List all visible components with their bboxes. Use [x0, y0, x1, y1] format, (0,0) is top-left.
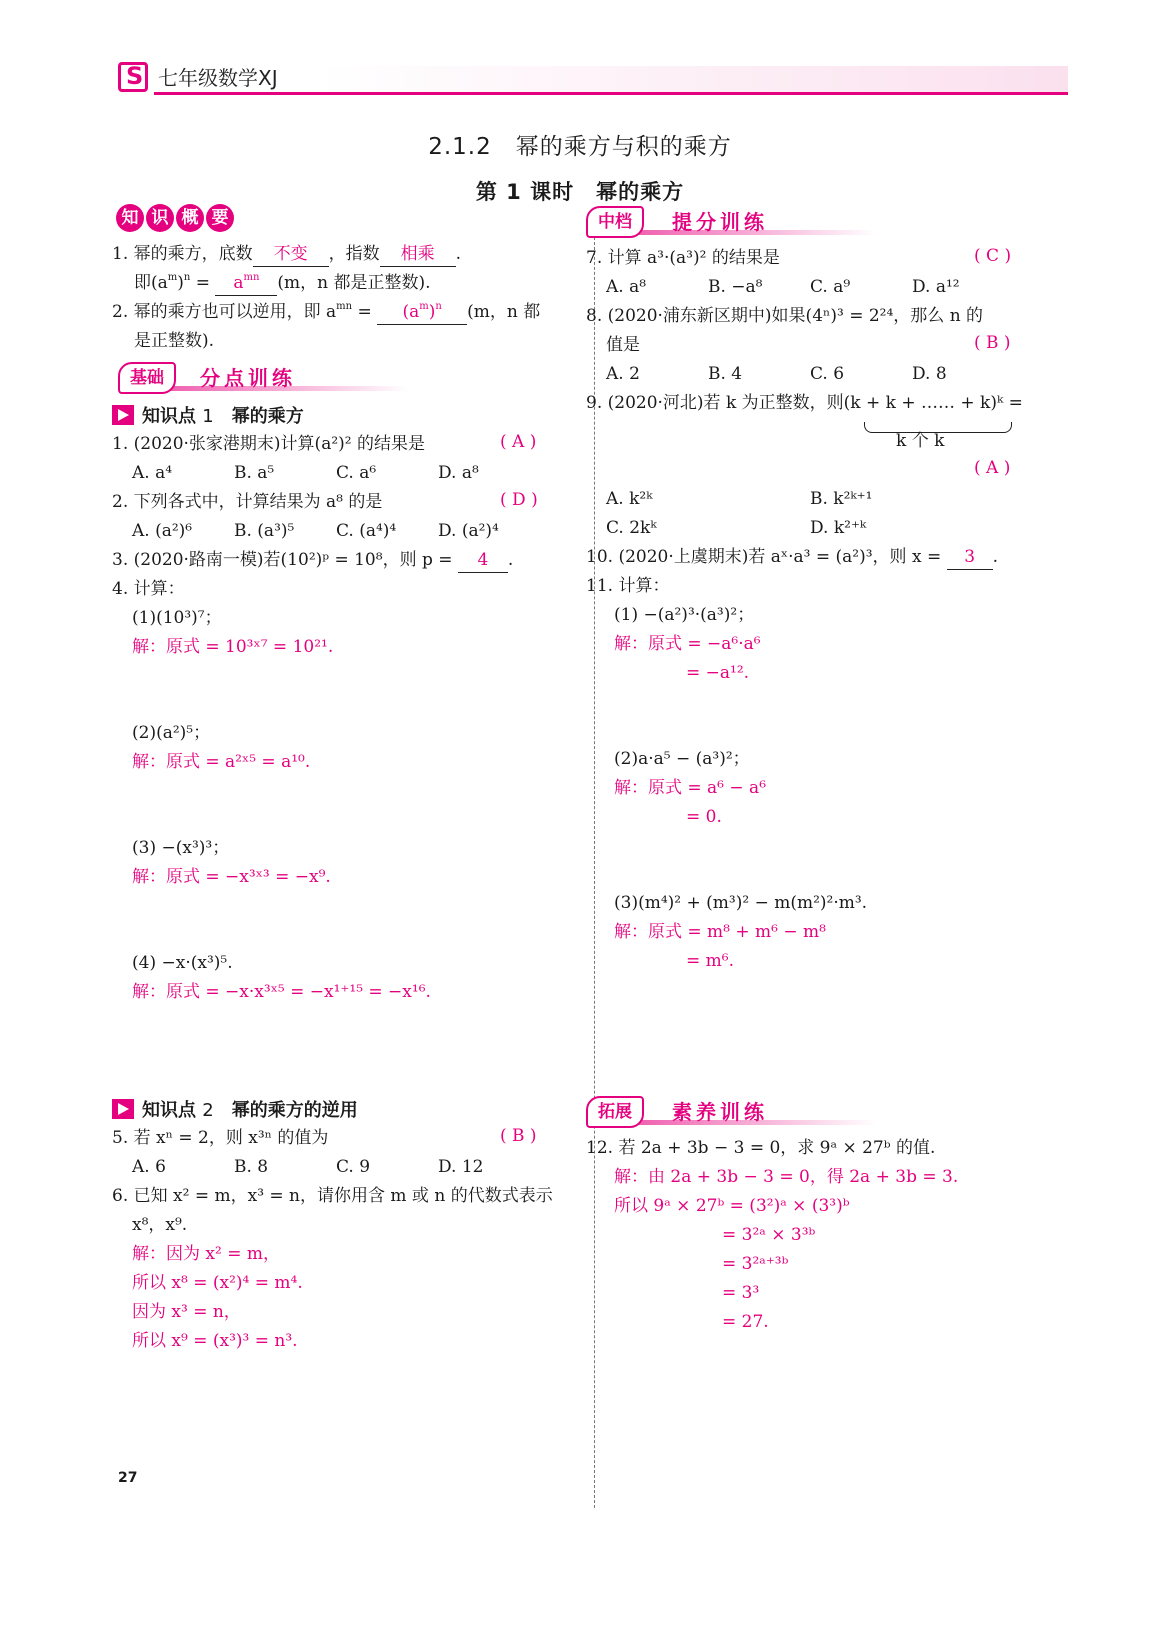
- option: D. 12: [438, 1157, 484, 1177]
- text: (m，n 都: [467, 302, 541, 322]
- solution: = 0.: [686, 807, 722, 827]
- knowledge-item-1: [112, 242, 461, 267]
- question-6: 6. 已知 x² = m，x³ = n，请你用含 m 或 n 的代数式表示: [112, 1186, 553, 1206]
- page-number: 27: [118, 1470, 138, 1486]
- text: ( D ): [500, 490, 538, 510]
- text: 知识点: [142, 406, 196, 427]
- solution: 解：原式 = −a⁶·a⁶: [614, 634, 761, 654]
- text: 1: [202, 406, 214, 427]
- knowledge-char: 概: [176, 204, 204, 232]
- option: D. (a²)⁴: [438, 521, 499, 541]
- text: =: [190, 273, 216, 293]
- option: B. a⁵: [234, 463, 275, 483]
- question-9: 9. (2020·河北)若 k 为正整数，则(k + k + …… + k)ᵏ =: [586, 393, 1023, 413]
- option: D. a⁸: [438, 463, 479, 483]
- text: ( B ): [974, 333, 1011, 353]
- option: D. a¹²: [912, 277, 960, 297]
- text: 10. (2020·上虞期末)若 aˣ·a³ = (a²)³，则 x =: [586, 547, 947, 567]
- option: D. k²⁺ᵏ: [810, 518, 867, 538]
- option: C. 6: [810, 364, 845, 384]
- question-4: 4. 计算：: [112, 579, 185, 599]
- knowledge-char: 识: [146, 204, 174, 232]
- question-2: 2. 下列各式中，计算结果为 a⁸ 的是: [112, 492, 383, 512]
- text: a: [233, 273, 244, 293]
- question-5: 5. 若 xⁿ = 2，则 x³ⁿ 的值为: [112, 1128, 329, 1148]
- knowledge-point-2: [112, 1096, 358, 1122]
- solution: = 27.: [722, 1312, 769, 1332]
- knowledge-item-1b: [134, 271, 431, 296]
- header-rule: [154, 92, 1068, 95]
- banner-tag: 拓展: [586, 1096, 644, 1128]
- book-title: 七年级数学XJ: [158, 66, 278, 90]
- question-1: 1. (2020·张家港期末)计算(a²)² 的结果是: [112, 434, 425, 454]
- sup: n: [183, 272, 191, 283]
- text: 2: [202, 1100, 214, 1121]
- text: ( A ): [500, 432, 537, 452]
- banner-basic: [118, 360, 418, 394]
- text: 知识点: [142, 1100, 196, 1121]
- banner-title: 素养训练: [672, 1100, 768, 1124]
- knowledge-char: 知: [116, 204, 144, 232]
- publisher-logo-icon: [118, 62, 148, 92]
- sub-question: (1)(10³)⁷；: [132, 608, 222, 628]
- text: ): [428, 302, 436, 322]
- solution: 解：原式 = a⁶ − a⁶: [614, 778, 767, 798]
- option: A. 6: [132, 1157, 166, 1177]
- option: B. (a³)⁵: [234, 521, 295, 541]
- option: C. a⁹: [810, 277, 851, 297]
- section-title: 2.1.2 幂的乘方与积的乘方: [428, 134, 732, 160]
- lesson-title: 第 1 课时 幂的乘方: [475, 180, 685, 204]
- question-12: 12. 若 2a + 3b − 3 = 0，求 9ᵃ × 27ᵇ 的值.: [586, 1138, 936, 1158]
- solution: = −a¹².: [686, 663, 750, 683]
- blank-answer: 3: [947, 545, 993, 570]
- sub-question: (1) −(a²)³·(a³)²；: [614, 605, 755, 625]
- option: C. 2kᵏ: [606, 518, 657, 538]
- banner-tag: 中档: [586, 206, 644, 238]
- solution: 解：原式 = m⁸ + m⁶ − m⁸: [614, 922, 826, 942]
- answer-choice: [500, 1126, 537, 1146]
- banner-extension: [586, 1094, 886, 1128]
- sup: m: [167, 272, 178, 283]
- solution: 解：因为 x² = m，: [132, 1244, 280, 1264]
- text: ，指数: [328, 244, 380, 264]
- text: .: [455, 244, 462, 264]
- solution: 解：由 2a + 3b − 3 = 0，得 2a + 3b = 3.: [614, 1167, 959, 1187]
- play-triangle-icon: [112, 405, 134, 425]
- question-11: 11. 计算：: [586, 576, 670, 596]
- text: ( B ): [500, 1126, 537, 1146]
- solution: 解：原式 = 10³ˣ⁷ = 10²¹.: [132, 637, 334, 657]
- text: 即(a: [134, 273, 168, 293]
- answer-choice: [500, 432, 536, 452]
- option: B. 8: [234, 1157, 269, 1177]
- question-3: [112, 548, 513, 573]
- sub-question: (3)(m⁴)² + (m³)² − m(m²)²·m³.: [614, 893, 868, 913]
- option: C. 9: [336, 1157, 371, 1177]
- option: B. 4: [708, 364, 743, 384]
- page-header: [118, 58, 1068, 94]
- text: ): [177, 273, 184, 293]
- question-7: 7. 计算 a³·(a³)² 的结果是: [586, 248, 780, 268]
- text: 幂的乘方: [231, 406, 304, 427]
- question-6b: x⁸，x⁹.: [132, 1215, 188, 1235]
- blank-answer: [377, 300, 467, 325]
- answer-choice: [500, 490, 538, 510]
- question-8b: 值是: [606, 335, 640, 355]
- solution: 所以 9ᵃ × 27ᵇ = (3²)ᵃ × (3³)ᵇ: [614, 1196, 850, 1216]
- solution: = 3²ᵃ⁺³ᵇ: [722, 1254, 789, 1274]
- header-gradient: [318, 66, 1068, 92]
- option: A. 2: [606, 364, 640, 384]
- sup: n: [435, 301, 442, 312]
- solution: = 3²ᵃ × 3³ᵇ: [722, 1225, 816, 1245]
- sup: m: [419, 301, 429, 312]
- text: =: [352, 302, 378, 322]
- solution: 解：原式 = −x·x³ˣ⁵ = −x¹⁺¹⁵ = −x¹⁶.: [132, 982, 431, 1002]
- option: B. −a⁸: [708, 277, 763, 297]
- text: 2. 幂的乘方也可以逆用，即 a: [112, 302, 337, 322]
- text: 3. (2020·路南一模)若(10²)ᵖ = 10⁸，则 p =: [112, 550, 458, 570]
- blank-answer: 4: [458, 548, 508, 573]
- knowledge-summary-heading: [116, 204, 236, 232]
- banner-medium: [586, 204, 886, 238]
- solution: 因为 x³ = n，: [132, 1302, 241, 1322]
- brace-label: k 个 k: [896, 431, 945, 451]
- option: A. a⁴: [132, 463, 173, 483]
- sub-question: (3) −(x³)³；: [132, 838, 230, 858]
- solution: 所以 x⁸ = (x²)⁴ = m⁴.: [132, 1273, 303, 1293]
- blank-answer: 不变: [253, 242, 329, 267]
- solution: 所以 x⁹ = (x³)³ = n³.: [132, 1331, 298, 1351]
- knowledge-item-2: [112, 300, 540, 325]
- option: A. k²ᵏ: [606, 489, 653, 509]
- answer-choice: [974, 333, 1011, 353]
- text: 幂的乘方的逆用: [231, 1100, 358, 1121]
- option: C. (a⁴)⁴: [336, 521, 397, 541]
- play-triangle-icon: [112, 1099, 134, 1119]
- question-10: [586, 545, 998, 570]
- blank-answer: 相乘: [380, 242, 456, 267]
- solution: 解：原式 = a²ˣ⁵ = a¹⁰.: [132, 752, 311, 772]
- answer-choice: [974, 246, 1011, 266]
- text: (a: [402, 302, 420, 322]
- text: ( A ): [974, 458, 1011, 478]
- option: A. a⁸: [606, 277, 647, 297]
- banner-title: 分点训练: [200, 366, 296, 390]
- solution: 解：原式 = −x³ˣ³ = −x⁹.: [132, 867, 331, 887]
- option: C. a⁶: [336, 463, 377, 483]
- text: (m，n 都是正整数).: [277, 273, 431, 293]
- knowledge-char: 要: [206, 204, 234, 232]
- option: D. 8: [912, 364, 947, 384]
- option: A. (a²)⁶: [132, 521, 193, 541]
- knowledge-point-1: [112, 402, 304, 428]
- text: .: [992, 547, 999, 567]
- option: B. k²ᵏ⁺¹: [810, 489, 873, 509]
- blank-answer: [215, 271, 277, 296]
- answer-choice: [974, 458, 1010, 478]
- text: ( C ): [974, 246, 1012, 266]
- banner-tag: 基础: [118, 362, 176, 394]
- text: 1. 幂的乘方，底数: [112, 244, 253, 264]
- banner-title: 提分训练: [672, 210, 768, 234]
- knowledge-item-2b: 是正整数).: [134, 331, 215, 351]
- text: .: [507, 550, 514, 570]
- sup: mn: [336, 301, 353, 312]
- question-8: 8. (2020·浦东新区期中)如果(4ⁿ)³ = 2²⁴，那么 n 的: [586, 306, 984, 326]
- sub-question: (4) −x·(x³)⁵.: [132, 953, 233, 973]
- sub-question: (2)a·a⁵ − (a³)²；: [614, 749, 750, 769]
- solution: = 3³: [722, 1283, 760, 1303]
- sup: mn: [243, 272, 260, 283]
- sub-question: (2)(a²)⁵；: [132, 723, 211, 743]
- solution: = m⁶.: [686, 951, 734, 971]
